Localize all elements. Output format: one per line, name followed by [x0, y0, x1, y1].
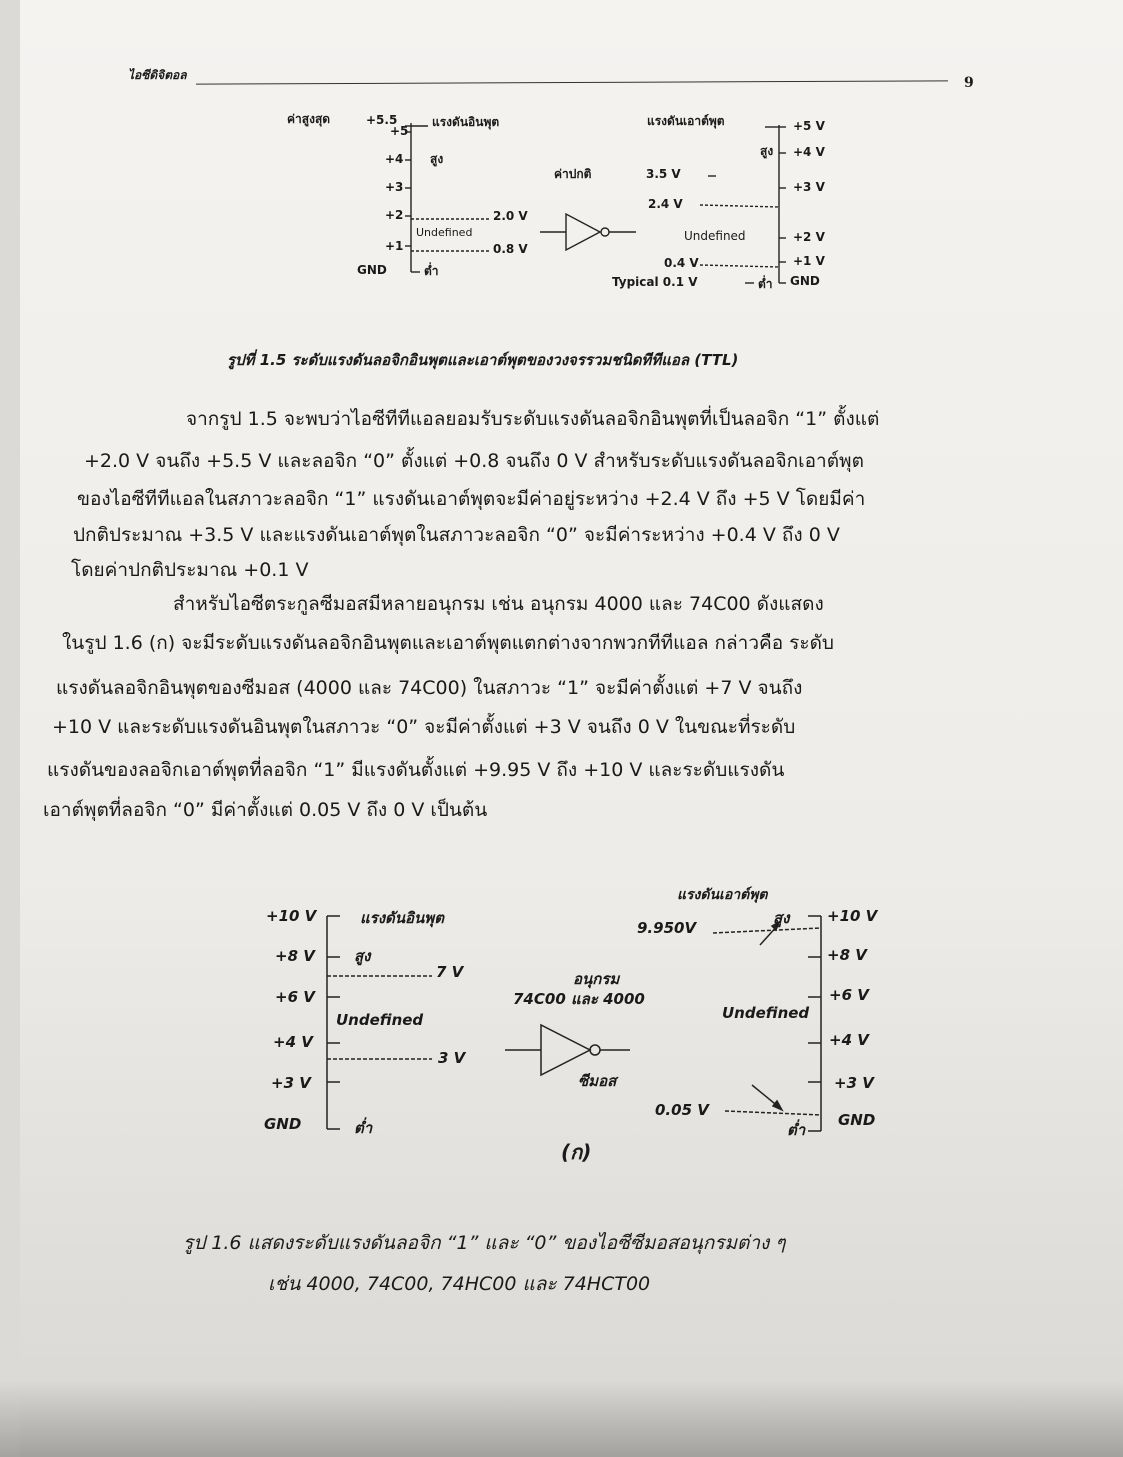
- left-tick: +8 V: [275, 947, 315, 965]
- right-tick: +2 V: [793, 230, 825, 244]
- nominal-label: ค่าปกติ: [554, 167, 592, 181]
- left-undefined-label: Undefined: [416, 226, 473, 239]
- figure-1-6-caption-line2: เช่น 4000, 74C00, 74HC00 และ 74HCT00: [268, 1273, 651, 1295]
- right-tick: +4 V: [793, 145, 825, 159]
- right-axis-title: แรงดันเอาต์พุต: [677, 887, 768, 903]
- right-tick: +5 V: [793, 119, 825, 133]
- right-tick: +4 V: [829, 1031, 869, 1049]
- right-low-label: ต่ำ: [787, 1121, 806, 1139]
- right-tick: +3 V: [834, 1074, 874, 1092]
- input-low-threshold: 0.8 V: [493, 242, 528, 256]
- figure-1-5-caption: รูปที่ 1.5 ระดับแรงดันลอจิกอินพุตและเอาต์พุตของวงจรรวมชนิดทีทีแอล (TTL): [227, 351, 739, 369]
- output-low-threshold: 0.4 V: [664, 256, 699, 270]
- series-value: 74C00 และ 4000: [513, 990, 645, 1008]
- paragraph-line: โดยค่าปกติประมาณ +0.1 V: [71, 559, 309, 581]
- left-tick: +2: [385, 208, 404, 222]
- left-tick: +4: [385, 152, 404, 166]
- input-high-threshold: 2.0 V: [493, 209, 528, 223]
- paragraph-line: แรงดันของลอจิกเอาต์พุตที่ลอจิก “1” มีแรงดันตั้งแต่ +9.95 V ถึง +10 V และระดับแรงดัน: [47, 759, 785, 781]
- right-high-label: สูง: [760, 144, 774, 158]
- input-high-threshold: 7 V: [436, 963, 464, 981]
- paragraph-line: +10 V และระดับแรงดันอินพุตในสภาวะ “0” จะมีค่าตั้งแต่ +3 V จนถึง 0 V ในขณะที่ระดับ: [52, 716, 796, 738]
- left-low-label: ต่ำ: [354, 1119, 373, 1137]
- left-axis-title: แรงดันอินพุต: [432, 115, 500, 129]
- right-axis-title: แรงดันเอาต์พุต: [647, 114, 725, 128]
- figure-sublabel: (ก): [561, 1140, 592, 1164]
- left-tick: GND: [264, 1115, 302, 1133]
- paragraph-line: +2.0 V จนถึง +5.5 V และลอจิก “0” ตั้งแต่ +0.8 จนถึง 0 V สำหรับระดับแรงดันลอจิกเอาต์พุต: [84, 450, 864, 472]
- right-tick: GND: [790, 274, 820, 288]
- left-high-label: สูง: [430, 152, 444, 166]
- paragraph-line: แรงดันลอจิกอินพุตของซีมอส (4000 และ 74C00) ในสภาวะ “1” จะมีค่าตั้งแต่ +7 V จนถึง: [56, 677, 803, 699]
- right-tick: +3 V: [793, 180, 825, 194]
- output-high-threshold: 2.4 V: [648, 197, 683, 211]
- right-tick: +8 V: [827, 946, 867, 964]
- right-tick: +1 V: [793, 254, 825, 268]
- figure-1-6-caption-line1: รูป 1.6 แสดงระดับแรงดันลอจิก “1” และ “0” ของไอซีซีมอสอนุกรมต่าง ๆ: [183, 1232, 786, 1254]
- left-max-label: ค่าสูงสุด: [287, 112, 331, 126]
- left-low-label: ต่ำ: [424, 264, 439, 278]
- paragraph-line: สำหรับไอซีตระกูลซีมอสมีหลายอนุกรม เช่น อนุกรม 4000 และ 74C00 ดังแสดง: [173, 593, 824, 615]
- output-typical: Typical 0.1 V: [612, 275, 698, 289]
- paragraph-line: จากรูป 1.5 จะพบว่าไอซีทีทีแอลยอมรับระดับแรงดันลอจิกอินพุตที่เป็นลอจิก “1” ตั้งแต่: [186, 408, 880, 430]
- output-low-threshold: 0.05 V: [655, 1101, 709, 1119]
- left-tick: +5: [390, 124, 409, 138]
- right-tick: +10 V: [827, 907, 878, 925]
- left-tick: +3 V: [271, 1074, 311, 1092]
- right-high-label: สูง: [773, 909, 790, 927]
- left-tick: +1: [385, 239, 404, 253]
- left-tick: GND: [357, 263, 387, 277]
- output-high-threshold: 9.950V: [637, 919, 697, 937]
- running-header: ไอซีดิจิตอล: [128, 68, 187, 82]
- left-tick: +6 V: [275, 988, 315, 1006]
- gate-label: ซีมอส: [578, 1072, 617, 1090]
- left-tick: +4 V: [273, 1033, 313, 1051]
- left-tick: +3: [385, 180, 404, 194]
- right-tick: GND: [838, 1111, 876, 1129]
- left-tick: +10 V: [266, 907, 317, 925]
- page-shadow: [0, 1380, 1123, 1457]
- input-low-threshold: 3 V: [438, 1049, 466, 1067]
- right-undefined-label: Undefined: [722, 1004, 810, 1022]
- paragraph-line: เอาต์พุตที่ลอจิก “0” มีค่าตั้งแต่ 0.05 V ถึง 0 V เป็นต้น: [43, 799, 488, 821]
- series-label: อนุกรม: [573, 970, 620, 988]
- left-axis-title: แรงดันอินพุต: [360, 909, 444, 927]
- left-undefined-label: Undefined: [336, 1011, 424, 1029]
- paragraph-line: ในรูป 1.6 (ก) จะมีระดับแรงดันลอจิกอินพุตและเอาต์พุตแตกต่างจากพวกทีทีแอล กล่าวคือ ระดับ: [62, 632, 834, 654]
- right-low-label: ต่ำ: [758, 277, 773, 291]
- right-tick: +6 V: [829, 986, 869, 1004]
- paragraph-line: ปกติประมาณ +3.5 V และแรงดันเอาต์พุตในสภาวะลอจิก “0” จะมีค่าระหว่าง +0.4 V ถึง 0 V: [73, 524, 840, 546]
- paragraph-line: ของไอซีทีทีแอลในสภาวะลอจิก “1” แรงดันเอาต์พุตจะมีค่าอยู่ระหว่าง +2.4 V ถึง +5 V โดยมีค่า: [77, 488, 866, 510]
- left-high-label: สูง: [354, 947, 371, 965]
- right-undefined-label: Undefined: [684, 229, 746, 243]
- left-tick: +5.5: [366, 113, 398, 127]
- page-number: 9: [964, 75, 974, 91]
- output-nominal: 3.5 V: [646, 167, 681, 181]
